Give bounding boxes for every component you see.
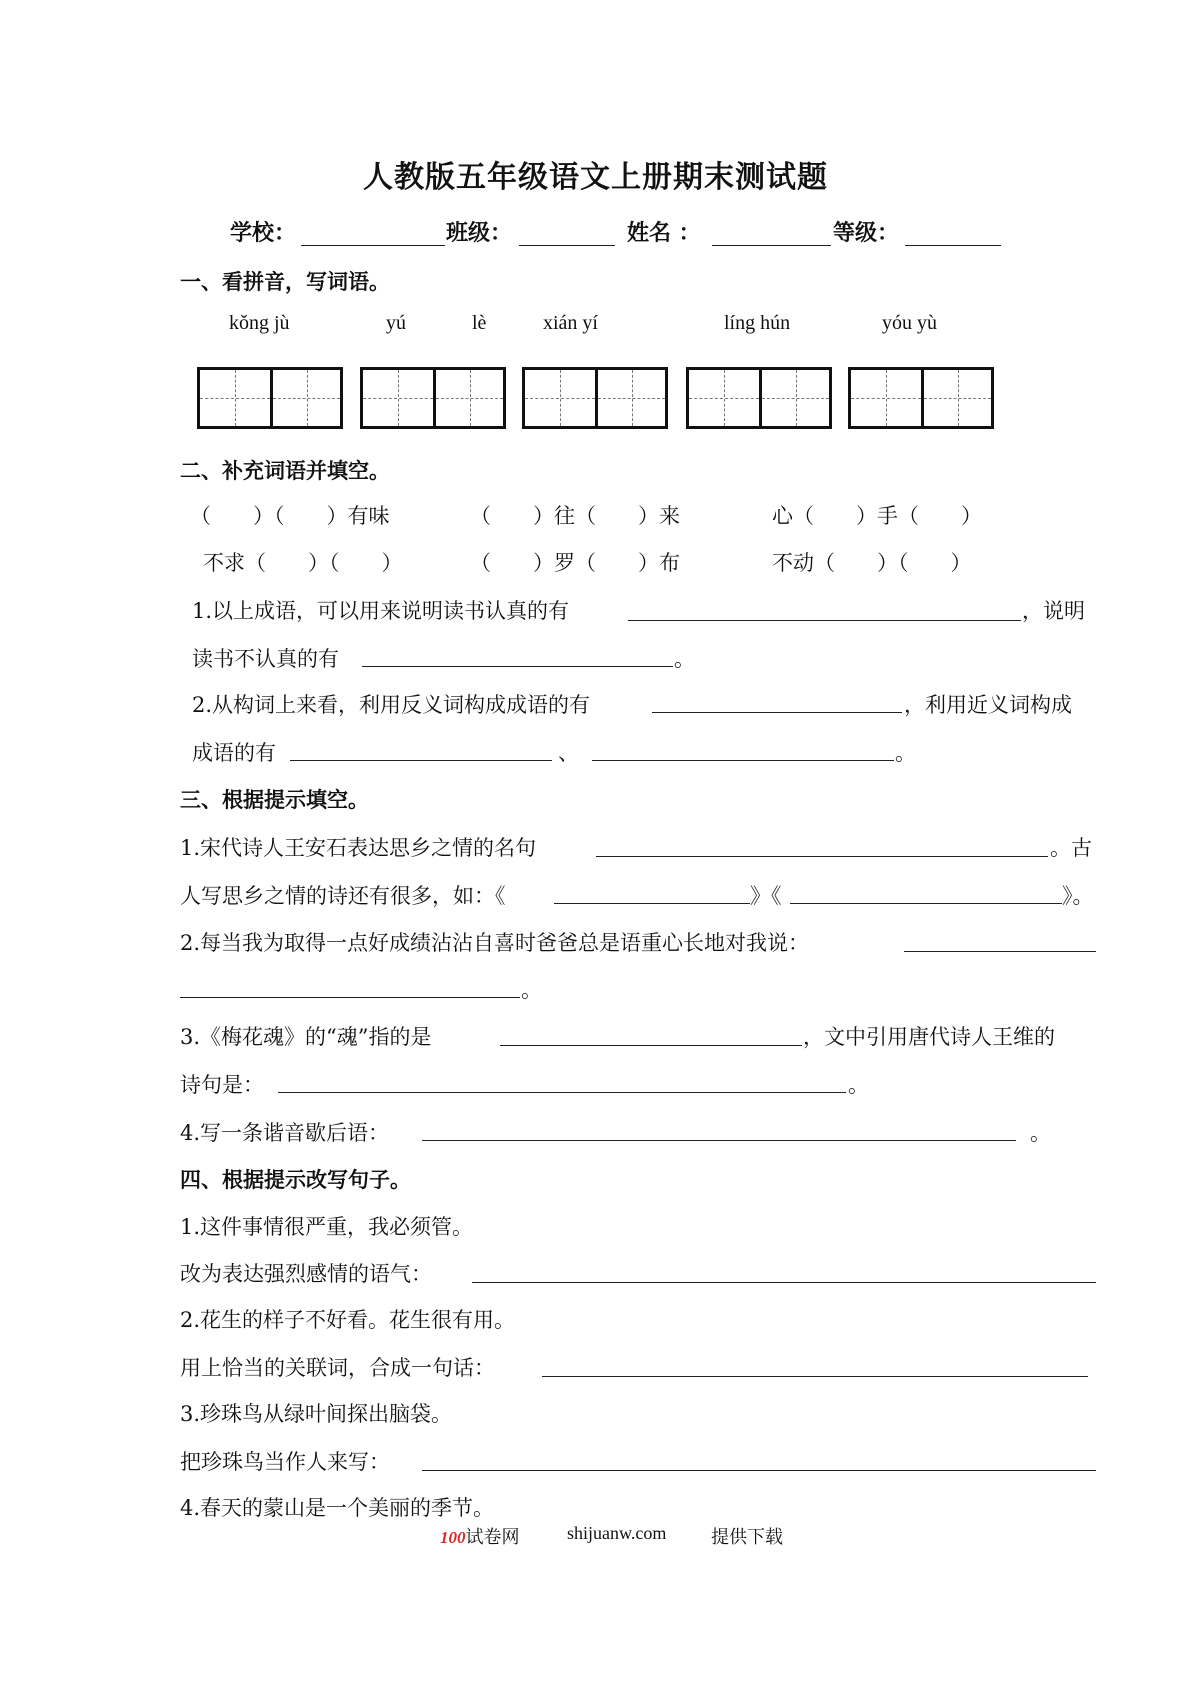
idiom-2: （ ）往（ ）来 (470, 504, 680, 528)
s2-q1-end: 。 (674, 647, 695, 671)
s3-q2-end: 。 (521, 978, 542, 1002)
s4-sentence-2: 2.花生的样子不好看。花生很有用。 (180, 1308, 516, 1332)
s3-q3-end: 。 (848, 1073, 869, 1097)
pinyin-5: líng hún (724, 312, 791, 334)
footer-site-name: 试卷网 (465, 1527, 520, 1547)
section1-heading: 一、看拼音，写词语。 (180, 270, 390, 294)
idiom-3: 心（ ）手（ ） (772, 504, 982, 528)
s2-q2-text-2: ，利用近义词构成 (904, 693, 1072, 717)
section4-heading: 四、根据提示改写句子。 (180, 1168, 411, 1192)
s4-prompt-2: 用上恰当的关联词，合成一句话： (180, 1356, 495, 1380)
char-grid-3[interactable] (522, 367, 668, 429)
s4-sentence-4: 4.春天的蒙山是一个美丽的季节。 (180, 1496, 495, 1520)
s4-prompt-3: 把珍珠鸟当作人来写： (180, 1450, 390, 1474)
char-grid-2[interactable] (360, 367, 506, 429)
footer-brand (440, 1523, 520, 1549)
footer-url[interactable]: shijuanw.com (567, 1523, 667, 1543)
pinyin-2: yú (386, 312, 406, 334)
s3-q1-text-3: 人写思乡之情的诗还有很多，如：《 (180, 884, 506, 908)
char-grid-1[interactable] (197, 367, 343, 429)
school-blank[interactable] (301, 245, 445, 246)
s2-q2-blank-2[interactable] (290, 760, 552, 761)
site-logo: 100 (440, 1528, 466, 1547)
s3-q1-blank-2[interactable] (554, 903, 750, 904)
s4-blank-3[interactable] (422, 1470, 1096, 1471)
s3-q4-end: 。 (1030, 1121, 1051, 1145)
s3-q4-text: 4.写一条谐音歇后语： (180, 1121, 390, 1145)
s3-q2-text: 2.每当我为取得一点好成绩沾沾自喜时爸爸总是语重心长地对我说： (180, 931, 810, 955)
idiom-6: 不动（ ）（ ） (772, 551, 972, 575)
s2-q1-text-2: ，说明 (1022, 599, 1085, 623)
s2-q2-end: 。 (895, 741, 916, 765)
page-title: 人教版五年级语文上册期末测试题 (363, 160, 828, 195)
section2-heading: 二、补充词语并填空。 (180, 459, 390, 483)
s2-q2-blank-3[interactable] (592, 760, 894, 761)
s3-q2-blank-1[interactable] (904, 951, 1096, 952)
pinyin-4: xián yí (543, 312, 598, 334)
s2-q2-blank-1[interactable] (652, 712, 902, 713)
s4-blank-1[interactable] (472, 1282, 1096, 1283)
s3-q3-text: 3.《梅花魂》的“魂”指的是 (180, 1025, 432, 1049)
info-school-label: 学校： (230, 221, 297, 246)
class-blank[interactable] (519, 245, 615, 246)
section3-heading: 三、根据提示填空。 (180, 788, 369, 812)
s3-q1-end: 》。 (1062, 884, 1094, 908)
s2-q2-sep: 、 (558, 741, 579, 765)
s3-q1-text: 1.宋代诗人王安石表达思乡之情的名句 (180, 836, 537, 860)
s2-q2-text-3: 成语的有 (192, 741, 276, 765)
idiom-5: （ ）罗（ ）布 (470, 551, 680, 575)
info-class-label: 班级： (446, 221, 513, 246)
name-blank[interactable] (712, 245, 831, 246)
info-name-label: 姓名 ： (627, 221, 701, 246)
s2-q1-text-3: 读书不认真的有 (192, 647, 339, 671)
s3-q1-text-2: 。古 (1050, 836, 1092, 860)
s4-sentence-3: 3.珍珠鸟从绿叶间探出脑袋。 (180, 1402, 453, 1426)
s4-sentence-1: 1.这件事情很严重，我必须管。 (180, 1215, 474, 1239)
s4-blank-2[interactable] (542, 1376, 1088, 1377)
grade-blank[interactable] (905, 245, 1001, 246)
char-grid-5[interactable] (848, 367, 994, 429)
footer-note: 提供下载 (711, 1527, 783, 1547)
idiom-4: 不求（ ）（ ） (203, 551, 403, 575)
s2-q1-text: 1.以上成语，可以用来说明读书认真的有 (192, 599, 570, 623)
s2-q1-blank-2[interactable] (362, 666, 673, 667)
s3-q1-text-4: 》《 (750, 884, 782, 908)
s3-q3-text-2: ，文中引用唐代诗人王维的 (803, 1025, 1055, 1049)
pinyin-6: yóu yù (882, 312, 937, 334)
s3-q1-blank-1[interactable] (596, 856, 1048, 857)
s3-q1-blank-3[interactable] (790, 903, 1062, 904)
s3-q3-blank-1[interactable] (500, 1045, 802, 1046)
s3-q2-blank-2[interactable] (180, 997, 520, 998)
char-grid-4[interactable] (686, 367, 832, 429)
idiom-1: （ ）（ ）有味 (190, 504, 390, 528)
s2-q2-text: 2.从构词上来看，利用反义词构成成语的有 (192, 693, 591, 717)
s4-prompt-1: 改为表达强烈感情的语气： (180, 1262, 432, 1286)
s3-q3-text-3: 诗句是： (180, 1073, 264, 1097)
pinyin-1: kǒng jù (229, 312, 290, 334)
s3-q4-blank[interactable] (422, 1140, 1016, 1141)
s3-q3-blank-2[interactable] (278, 1092, 846, 1093)
s2-q1-blank-1[interactable] (628, 620, 1021, 621)
info-grade-label: 等级： (833, 221, 900, 246)
pinyin-3: lè (472, 312, 487, 334)
